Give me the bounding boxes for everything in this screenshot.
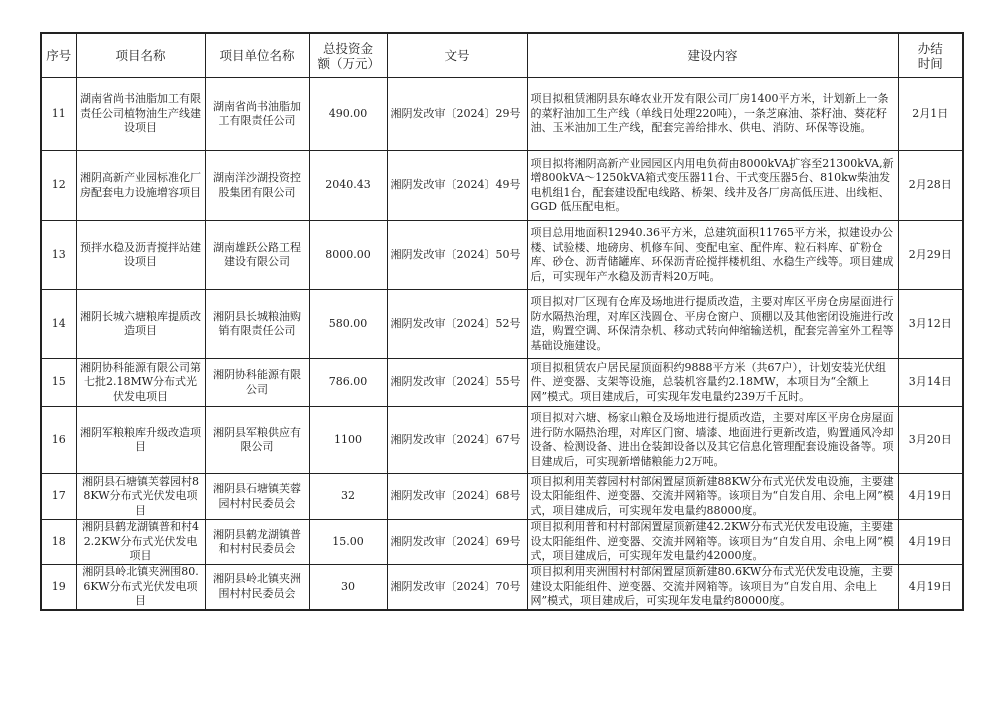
row-number: 16 bbox=[41, 407, 76, 474]
unit-name: 湘阴县鹤龙湖镇普和村村民委员会 bbox=[205, 520, 309, 565]
project-name: 湘阴县鹤龙湖镇普和村42.2KW分布式光伏发电项目 bbox=[76, 520, 205, 565]
construction-content: 项目拟对厂区现有仓库及场地进行提质改造，主要对库区平房仓房屋面进行防水隔热治理，对库区浅圆仓、平房仓窗户、顶棚以及其他密闭设施进行改造，购置空调、环保清杂机、移动式转向伸缩输送机，配套完善室外工程等基础设施建设。 bbox=[527, 290, 898, 359]
project-name: 湘阴长城六塘粮库提质改造项目 bbox=[76, 290, 205, 359]
table-row bbox=[41, 290, 963, 359]
completion-date: 3月20日 bbox=[898, 407, 963, 474]
header-doc-number: 文号 bbox=[387, 33, 527, 78]
table-row bbox=[41, 221, 963, 290]
investment-amount: 490.00 bbox=[309, 78, 387, 151]
unit-name: 湘阴县长城粮油购销有限责任公司 bbox=[205, 290, 309, 359]
table-header-row bbox=[41, 33, 963, 78]
doc-number: 湘阴发改审〔2024〕52号 bbox=[387, 290, 527, 359]
project-name: 湘阴县石塘镇芙蓉园村88KW分布式光伏发电项目 bbox=[76, 474, 205, 520]
doc-number: 湘阴发改审〔2024〕50号 bbox=[387, 221, 527, 290]
header-content: 建设内容 bbox=[527, 33, 898, 78]
header-project-name: 项目名称 bbox=[76, 33, 205, 78]
doc-number: 湘阴发改审〔2024〕67号 bbox=[387, 407, 527, 474]
completion-date: 4月19日 bbox=[898, 474, 963, 520]
row-number: 11 bbox=[41, 78, 76, 151]
investment-amount: 32 bbox=[309, 474, 387, 520]
construction-content: 项目拟利用芙蓉园村村部闲置屋顶新建88KW分布式光伏发电设施，主要建设太阳能组件、逆变器、交流并网箱等。该项目为“自发自用、余电上网”模式，项目建成后，可实现年发电量约88000度。 bbox=[527, 474, 898, 520]
table-row bbox=[41, 359, 963, 407]
construction-content: 项目拟租赁湘阴县东峰农业开发有限公司厂房1400平方米，计划新上一条的菜籽油加工生产线（单线日处理220吨），一条芝麻油、茶籽油、葵花籽油、玉米油加工生产线，配套完善给排水、供电、消防、环保等设施。 bbox=[527, 78, 898, 151]
unit-name: 湘阴县岭北镇夹洲围村村民委员会 bbox=[205, 565, 309, 610]
construction-content: 项目拟利用夹洲围村村部闲置屋顶新建80.6KW分布式光伏发电设施，主要建设太阳能组件、逆变器、交流并网箱等。该项目为“自发自用、余电上网”模式，项目建成后，可实现年发电量约80000度。 bbox=[527, 565, 898, 610]
row-number: 15 bbox=[41, 359, 76, 407]
construction-content: 项目拟租赁农户居民屋顶面积约9888平方米（共67户），计划安装光伏组件、逆变器、支架等设施，总装机容量约2.18MW，本项目为“全额上网”模式。项目建成后，可实现年发电量约239万千瓦时。 bbox=[527, 359, 898, 407]
project-name: 湖南省尚书油脂加工有限责任公司植物油生产线建设项目 bbox=[76, 78, 205, 151]
header-amount: 总投资金额（万元） bbox=[309, 33, 387, 78]
completion-date: 3月14日 bbox=[898, 359, 963, 407]
project-name: 湘阴协科能源有限公司第七批2.18MW分布式光伏发电项目 bbox=[76, 359, 205, 407]
table-row bbox=[41, 151, 963, 221]
investment-amount: 580.00 bbox=[309, 290, 387, 359]
completion-date: 2月29日 bbox=[898, 221, 963, 290]
construction-content: 项目拟利用普和村村部闲置屋顶新建42.2KW分布式光伏发电设施，主要建设太阳能组件、逆变器、交流并网箱等。该项目为“自发自用、余电上网”模式，项目建成后，可实现年发电量约42000度。 bbox=[527, 520, 898, 565]
unit-name: 湖南省尚书油脂加工有限责任公司 bbox=[205, 78, 309, 151]
investment-amount: 2040.43 bbox=[309, 151, 387, 221]
doc-number: 湘阴发改审〔2024〕49号 bbox=[387, 151, 527, 221]
project-approval-table bbox=[40, 32, 964, 611]
completion-date: 4月19日 bbox=[898, 520, 963, 565]
doc-number: 湘阴发改审〔2024〕29号 bbox=[387, 78, 527, 151]
row-number: 17 bbox=[41, 474, 76, 520]
unit-name: 湘阴协科能源有限公司 bbox=[205, 359, 309, 407]
construction-content: 项目总用地面积12940.36平方米，总建筑面积11765平方米，拟建设办公楼、试验楼、地磅房、机修车间、变配电室、配件库、粒石料库、矿粉仓库、砂仓、沥青储罐库、环保沥青砼搅拌楼机组、水稳生产线等。项目建成后，可实现年产水稳及沥青料20万吨。 bbox=[527, 221, 898, 290]
unit-name: 湘阴县军粮供应有限公司 bbox=[205, 407, 309, 474]
table-row bbox=[41, 520, 963, 565]
investment-amount: 1100 bbox=[309, 407, 387, 474]
header-completion-date: 办结时间 bbox=[898, 33, 963, 78]
investment-amount: 30 bbox=[309, 565, 387, 610]
project-name: 湘阴军粮粮库升级改造项目 bbox=[76, 407, 205, 474]
investment-amount: 15.00 bbox=[309, 520, 387, 565]
completion-date: 3月12日 bbox=[898, 290, 963, 359]
row-number: 14 bbox=[41, 290, 76, 359]
table-row bbox=[41, 407, 963, 474]
doc-number: 湘阴发改审〔2024〕69号 bbox=[387, 520, 527, 565]
project-name: 预拌水稳及沥青搅拌站建设项目 bbox=[76, 221, 205, 290]
unit-name: 湘阴县石塘镇芙蓉园村村民委员会 bbox=[205, 474, 309, 520]
completion-date: 2月1日 bbox=[898, 78, 963, 151]
investment-amount: 8000.00 bbox=[309, 221, 387, 290]
table-row bbox=[41, 565, 963, 610]
unit-name: 湖南雄跃公路工程建设有限公司 bbox=[205, 221, 309, 290]
row-number: 19 bbox=[41, 565, 76, 610]
investment-amount: 786.00 bbox=[309, 359, 387, 407]
project-name: 湘阴高新产业园标准化厂房配套电力设施增容项目 bbox=[76, 151, 205, 221]
table-row bbox=[41, 474, 963, 520]
doc-number: 湘阴发改审〔2024〕55号 bbox=[387, 359, 527, 407]
header-unit-name: 项目单位名称 bbox=[205, 33, 309, 78]
construction-content: 项目拟将湘阴高新产业园园区内用电负荷由8000kVA扩容至21300kVA,新增800kVA～1250kVA箱式变压器11台、干式变压器5台、810kw柴油发电机组1台，配套建设配电线路、桥架、线井及各厂房高低压进、出线柜、GGD 低压配电柜。 bbox=[527, 151, 898, 221]
completion-date: 2月28日 bbox=[898, 151, 963, 221]
construction-content: 项目拟对六塘、杨家山粮仓及场地进行提质改造，主要对库区平房仓房屋面进行防水隔热治理，对库区门窗、墙漆、地面进行更新改造，购置通风冷却设备、检测设备、进出仓装卸设备以及其它信息化管理配套设施设备等。项目建成后，可实现新增储粮能力2万吨。 bbox=[527, 407, 898, 474]
row-number: 18 bbox=[41, 520, 76, 565]
table-row bbox=[41, 78, 963, 151]
completion-date: 4月19日 bbox=[898, 565, 963, 610]
project-name: 湘阴县岭北镇夹洲围80.6KW分布式光伏发电项目 bbox=[76, 565, 205, 610]
doc-number: 湘阴发改审〔2024〕70号 bbox=[387, 565, 527, 610]
header-no: 序号 bbox=[41, 33, 76, 78]
row-number: 12 bbox=[41, 151, 76, 221]
doc-number: 湘阴发改审〔2024〕68号 bbox=[387, 474, 527, 520]
row-number: 13 bbox=[41, 221, 76, 290]
unit-name: 湖南洋沙湖投资控股集团有限公司 bbox=[205, 151, 309, 221]
